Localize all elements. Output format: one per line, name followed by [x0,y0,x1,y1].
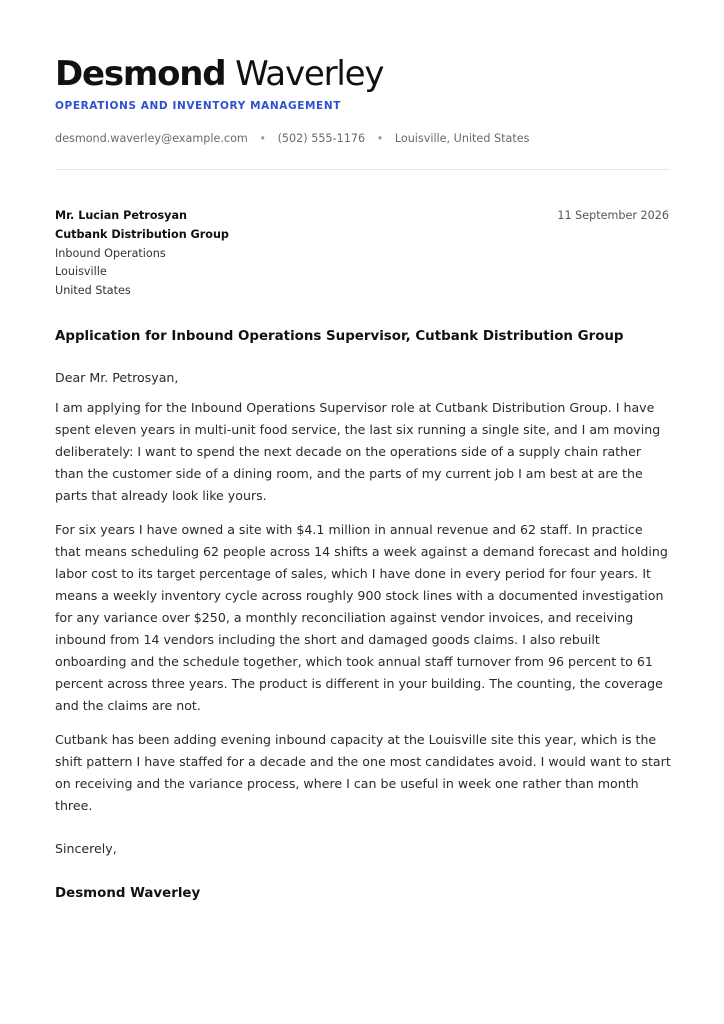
letter-date: 11 September 2026 [557,209,669,222]
location: Louisville, United States [394,132,530,145]
professional-tagline: OPERATIONS AND INVENTORY MANAGEMENT [55,100,341,112]
contact-separator: • [376,132,384,145]
letter-subject: Application for Inbound Operations Supervisor, Cutbank Distribution Group [55,329,624,344]
recipient-country: United States [55,284,131,298]
body-paragraph: For six years I have owned a site with $4.1 million in annual revenue and 62 staff. In practice that means scheduling 62 people across 14 shifts a week against a demand forecast and holding labor cost to its target percentage of sales, which I have done in every period for four years. It means a weekly inventory cycle across roughly 900 stock lines with a documented investigation for any variance over $250, a monthly reconciliation against vendor invoices, and receiving inbound from 14 vendors including the short and damaged goods claims. I also rebuilt onboarding and the schedule together, which took annual staff turnover from 96 percent to 61 percent across three years. The product is different in your building. The counting, the coverage and the claims are not. [55,522,668,713]
contact-line [55,132,529,145]
recipient-block [55,207,229,301]
recipient-company: Cutbank Distribution Group [55,227,229,241]
closing: Sincerely, [55,841,117,856]
email-link[interactable]: desmond.waverley@example.com [55,132,248,145]
applicant-last-name: Waverley [235,54,384,94]
body-paragraph: I am applying for the Inbound Operations Supervisor role at Cutbank Distribution Group. I have spent eleven years in multi-unit food service, the last six running a single site, and I am moving deliberately: I want to spend the next decade on the operations side of a supply chain rather than the customer side of a dining room, and the parts of my current job I am best at are the parts that already look like yours. [55,400,661,503]
salutation: Dear Mr. Petrosyan, [55,370,179,385]
letter-body [55,367,671,829]
body-paragraph: Cutbank has been adding evening inbound capacity at the Louisville site this year, which is the shift pattern I have staffed for a decade and the one most candidates avoid. I would want to start on receiving and the variance process, where I can be useful in week one rather than month three. [55,732,671,813]
header-divider [55,169,669,170]
recipient-city: Louisville [55,265,107,279]
applicant-name [55,52,383,96]
recipient-name: Mr. Lucian Petrosyan [55,209,187,222]
signature: Desmond Waverley [55,886,201,901]
applicant-first-name: Desmond [55,54,226,94]
phone-number: (502) 555-1176 [277,132,366,145]
recipient-department: Inbound Operations [55,246,166,260]
contact-separator: • [259,132,266,145]
